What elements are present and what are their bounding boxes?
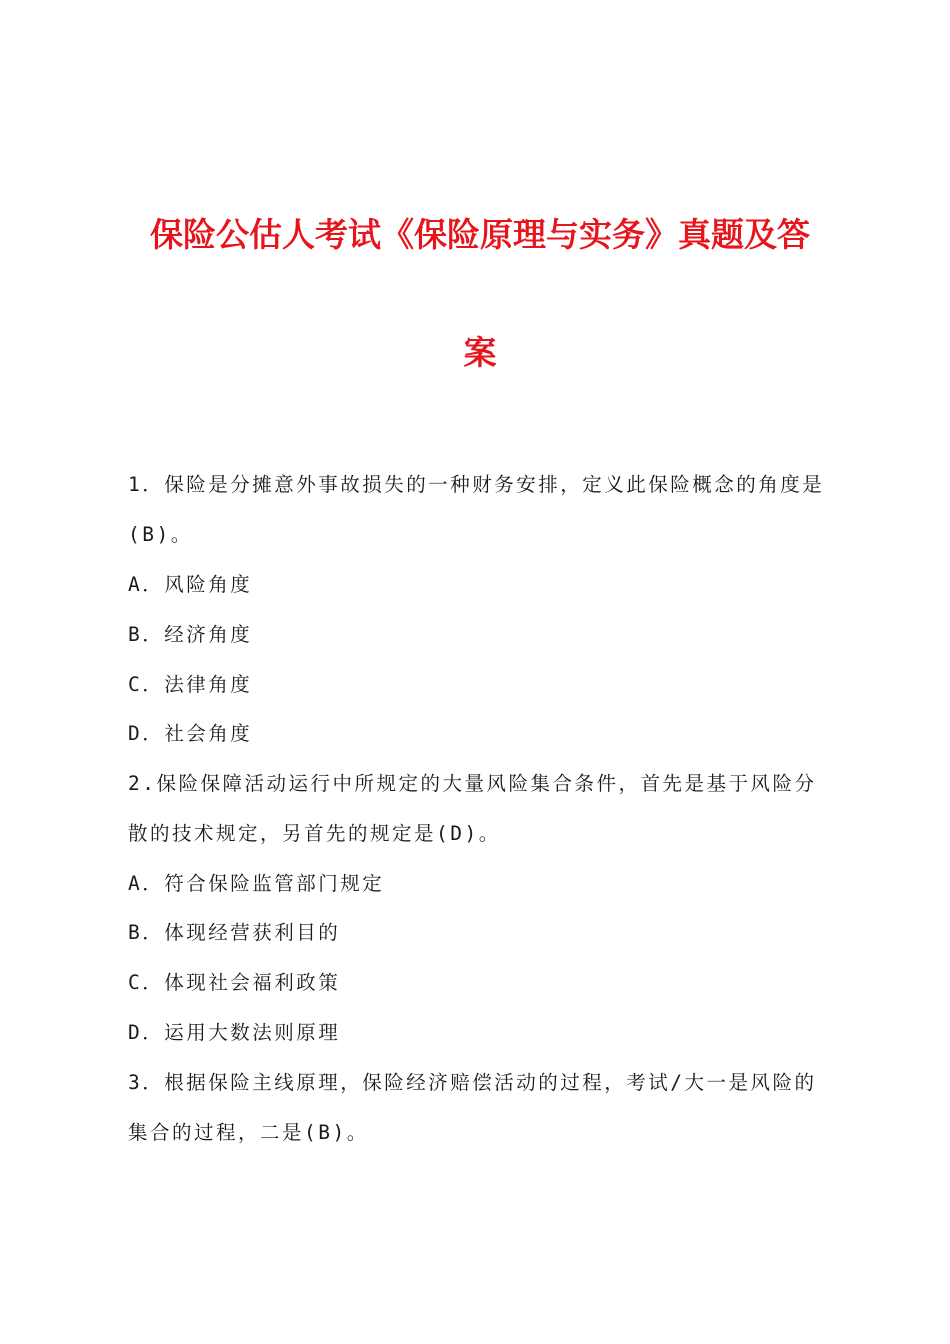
question-3-text-cont: 集合的过程，二是(B)。 [128, 1121, 369, 1144]
question-2-text: 2.保险保障活动运行中所规定的大量风险集合条件，首先是基于风险分 [128, 772, 817, 795]
question-2-option-c: C．体现社会福利政策 [128, 971, 341, 994]
question-1-answer: (B)。 [128, 523, 193, 546]
document-title-line-1: 保险公估人考试《保险原理与实务》真题及答 [150, 215, 810, 254]
question-2-option-b: B．体现经营获利目的 [128, 921, 341, 944]
question-1-text: 1．保险是分摊意外事故损失的一种财务安排，定义此保险概念的角度是 [128, 473, 825, 496]
question-1-option-c: C．法律角度 [128, 673, 253, 696]
document-title-line-2: 案 [463, 333, 497, 372]
question-2-option-d: D．运用大数法则原理 [128, 1021, 341, 1044]
question-1-option-d: D．社会角度 [128, 722, 253, 745]
question-1-option-a: A．风险角度 [128, 573, 253, 596]
question-3-text: 3．根据保险主线原理，保险经济赔偿活动的过程，考试/大一是风险的 [128, 1071, 817, 1094]
question-1-option-b: B．经济角度 [128, 623, 253, 646]
question-2-text-cont: 散的技术规定，另首先的规定是(D)。 [128, 822, 501, 845]
question-2-option-a: A．符合保险监管部门规定 [128, 872, 385, 895]
